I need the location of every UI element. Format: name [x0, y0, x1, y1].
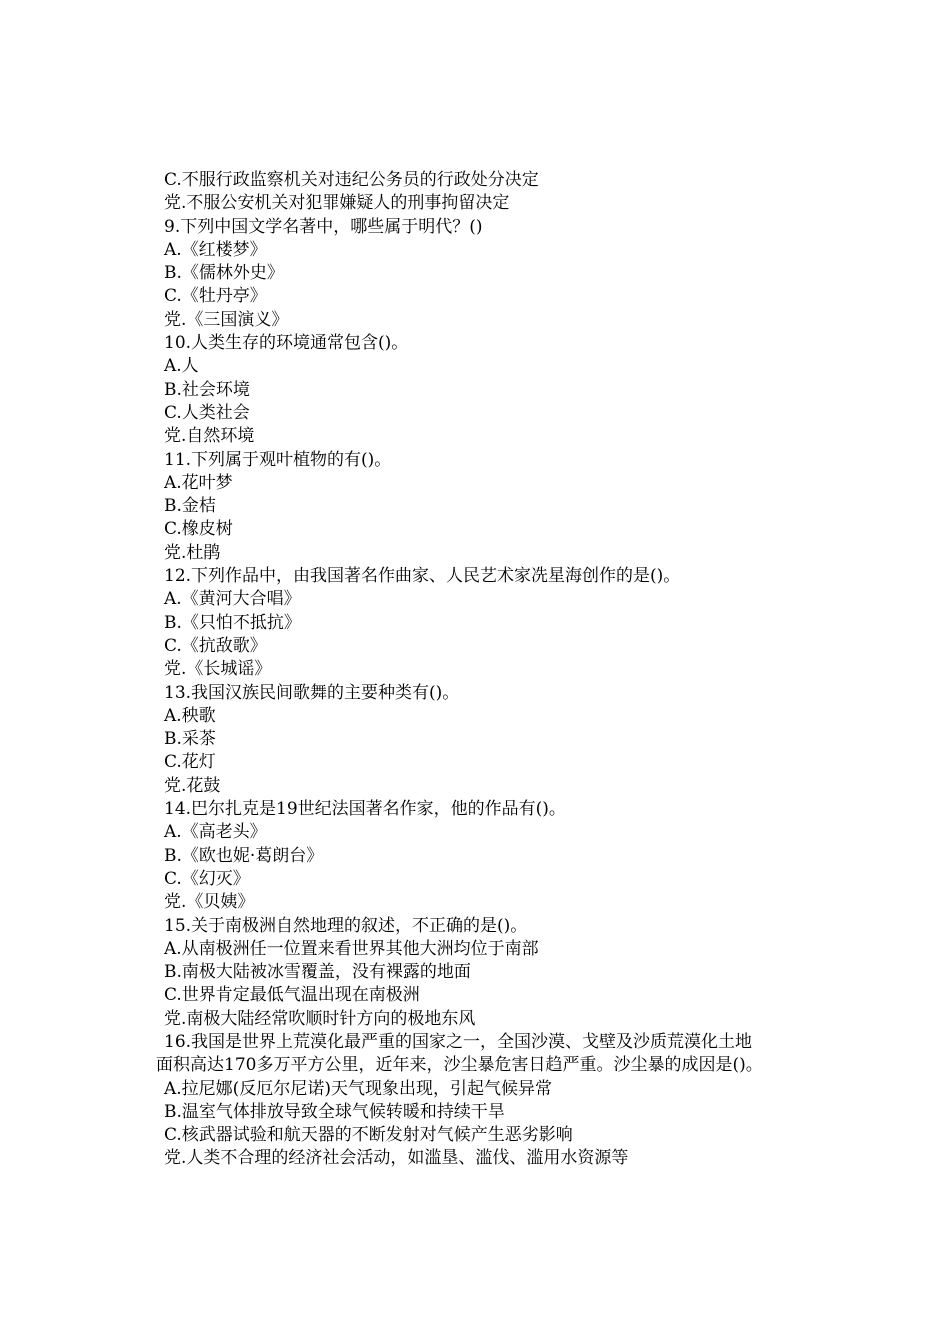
option-line: 党.《贝姨》	[164, 892, 255, 913]
option-line: C.核武器试验和航天器的不断发射对气候产生恶劣影响	[164, 1125, 573, 1146]
option-line: A.人	[164, 356, 199, 377]
option-line: 党.不服公安机关对犯罪嫌疑人的刑事拘留决定	[164, 193, 510, 214]
option-line: C.《抗敌歌》	[164, 635, 267, 656]
option-line: B.社会环境	[164, 379, 250, 400]
option-line: C.人类社会	[164, 402, 250, 423]
option-line: C.花灯	[164, 752, 216, 773]
question-line: 15.关于南极洲自然地理的叙述，不正确的是()。	[164, 915, 528, 936]
option-line: A.《高老头》	[164, 822, 267, 843]
option-line: C.世界肯定最低气温出现在南极洲	[164, 985, 420, 1006]
question-line: 13.我国汉族民间歌舞的主要种类有()。	[164, 682, 460, 703]
option-line: 党.自然环境	[164, 426, 255, 447]
question-line: 14.巴尔扎克是19世纪法国著名作家，他的作品有()。	[164, 799, 566, 820]
option-line: B.温室气体排放导致全球气候转暖和持续干旱	[164, 1101, 505, 1122]
question-16-line-1: 16.我国是世界上荒漠化最严重的国家之一，全国沙漠、戈壁及沙质荒漠化土地	[164, 1031, 753, 1052]
option-line: 党.南极大陆经常吹顺时针方向的极地东风	[164, 1008, 476, 1029]
option-line: A.拉尼娜(反厄尔尼诺)天气现象出现，引起气候异常	[164, 1078, 552, 1099]
option-line: A.秧歌	[164, 705, 216, 726]
option-line: 党.《三国演义》	[164, 309, 289, 330]
option-line: A.《黄河大合唱》	[164, 589, 301, 610]
question-line: 11.下列属于观叶植物的有()。	[164, 449, 392, 470]
question-line: 9.下列中国文学名著中，哪些属于明代？()	[164, 216, 483, 237]
question-16-line-2: 面积高达170多万平方公里，近年来，沙尘暴危害日趋严重。沙尘暴的成因是()。	[156, 1055, 763, 1076]
option-line: 党.花鼓	[164, 775, 221, 796]
option-line: B.金桔	[164, 496, 216, 517]
option-line: C.不服行政监察机关对违纪公务员的行政处分决定	[164, 170, 539, 190]
option-line: B.南极大陆被冰雪覆盖，没有裸露的地面	[164, 962, 471, 983]
option-line: 党.杜鹃	[164, 542, 221, 563]
document-body	[156, 169, 844, 1171]
option-line: 党.人类不合理的经济社会活动，如滥垦、滥伐、滥用水资源等	[164, 1148, 629, 1169]
option-line: C.《牡丹亭》	[164, 286, 267, 307]
option-line: 党.《长城谣》	[164, 659, 272, 680]
option-line: B.《欧也妮·葛朗台》	[164, 845, 324, 866]
option-line: A.花叶梦	[164, 472, 233, 493]
option-line: C.橡皮树	[164, 519, 233, 540]
option-line: A.从南极洲任一位置来看世界其他大洲均位于南部	[164, 938, 539, 959]
option-line: B.《儒林外史》	[164, 263, 284, 284]
option-line: B.采茶	[164, 729, 216, 750]
question-line: 12.下列作品中，由我国著名作曲家、人民艺术家冼星海创作的是()。	[164, 566, 681, 587]
option-line: C.《幻灭》	[164, 868, 250, 889]
option-line: A.《红楼梦》	[164, 239, 267, 260]
option-line: B.《只怕不抵抗》	[164, 612, 301, 633]
question-line: 10.人类生存的环境通常包含()。	[164, 333, 409, 354]
